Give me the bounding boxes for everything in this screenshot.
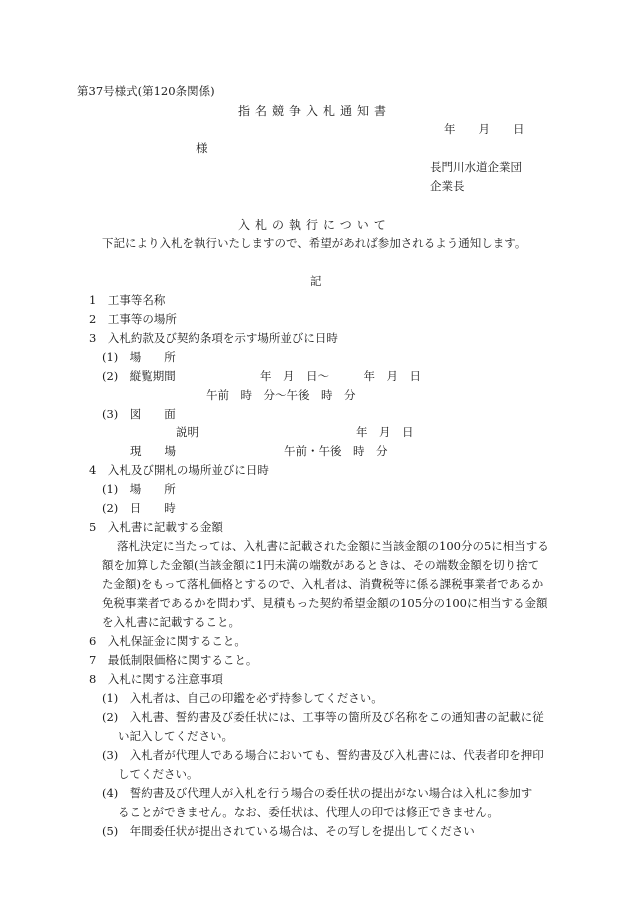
addressee-suffix: 様 [196,141,208,155]
item-1: 1 工事等名称 [89,293,166,307]
item-8-5: (5) 年間委任状が提出されている場合は、その写しを提出してください [102,824,475,838]
intro-text: 下記により入札を執行いたしますので、希望があれば参加されるよう通知します。 [102,236,527,250]
document-title: 指名競争入札通知書 [238,104,392,118]
item-8-1: (1) 入札者は、自己の印鑑を必ず持参してください。 [102,691,383,705]
item-8: 8 入札に関する注意事項 [89,672,223,686]
item-8-2-cont: い記入してください。 [118,729,233,743]
item-4-2: (2) 日 時 [102,501,176,515]
item-5-paragraph-line: を入札書に記載すること。 [102,615,240,629]
item-3-3: (3) 図 面 [102,407,176,421]
item-3-3-site: 現 場 [130,444,176,458]
item-3-2-dates: 年 月 日〜 年 月 日 [260,369,421,383]
item-8-2: (2) 入札書、誓約書及び委任状には、工事等の箇所及び名称をこの通知書の記載に従 [102,710,544,724]
item-7: 7 最低制限価格に関すること。 [89,653,258,667]
item-8-3-cont: してください。 [118,767,199,781]
item-3-1: (1) 場 所 [102,350,176,364]
item-4-1: (1) 場 所 [102,482,176,496]
issuer-title: 企業長 [430,179,465,193]
item-3-3-explain-date: 年 月 日 [356,425,414,439]
item-4: 4 入札及び開札の場所並びに日時 [89,463,269,477]
item-5-paragraph-line: 免税事業者であるかを問わず、見積もった契約希望金額の105分の100に相当する金額 [102,596,548,610]
item-5-paragraph-line: た金額)をもって落札価格とするので、入札者は、消費税等に係る課税事業者であるか [102,577,544,591]
item-8-4: (4) 誓約書及び代理人が入札を行う場合の委任状の提出がない場合は入札に参加す [102,786,533,800]
item-6: 6 入札保証金に関すること。 [89,634,246,648]
subject-heading: 入札の執行について [238,218,391,232]
item-3-2: (2) 縦覧期間 [102,369,176,383]
form-number: 第37号様式(第120条関係) [77,84,215,98]
item-3-3-site-time: 午前・午後 時 分 [284,444,388,458]
ki-heading: 記 [310,274,322,288]
item-5-paragraph-line: 額を加算した金額(当該金額に1円未満の端数があるときは、その端数金額を切り捨て [102,558,540,572]
item-8-3: (3) 入札者が代理人である場合においても、誓約書及び入札書には、代表者印を押印 [102,748,544,762]
item-2: 2 工事等の場所 [89,312,177,326]
item-8-4-cont: ることができません。なお、委任状は、代理人の印では修正できません。 [118,805,499,819]
item-3-2-times: 午前 時 分〜午後 時 分 [206,388,356,402]
item-5: 5 入札書に記載する金額 [89,520,223,534]
item-5-paragraph-line: 落札決定に当たっては、入札書に記載された金額に当該金額の100分の5に相当する [117,539,549,553]
item-3-3-explain: 説明 [176,425,199,439]
issuer-org: 長門川水道企業団 [430,160,522,174]
date-line: 年 月 日 [444,122,525,136]
item-3: 3 入札約款及び契約条項を示す場所並びに日時 [89,331,338,345]
